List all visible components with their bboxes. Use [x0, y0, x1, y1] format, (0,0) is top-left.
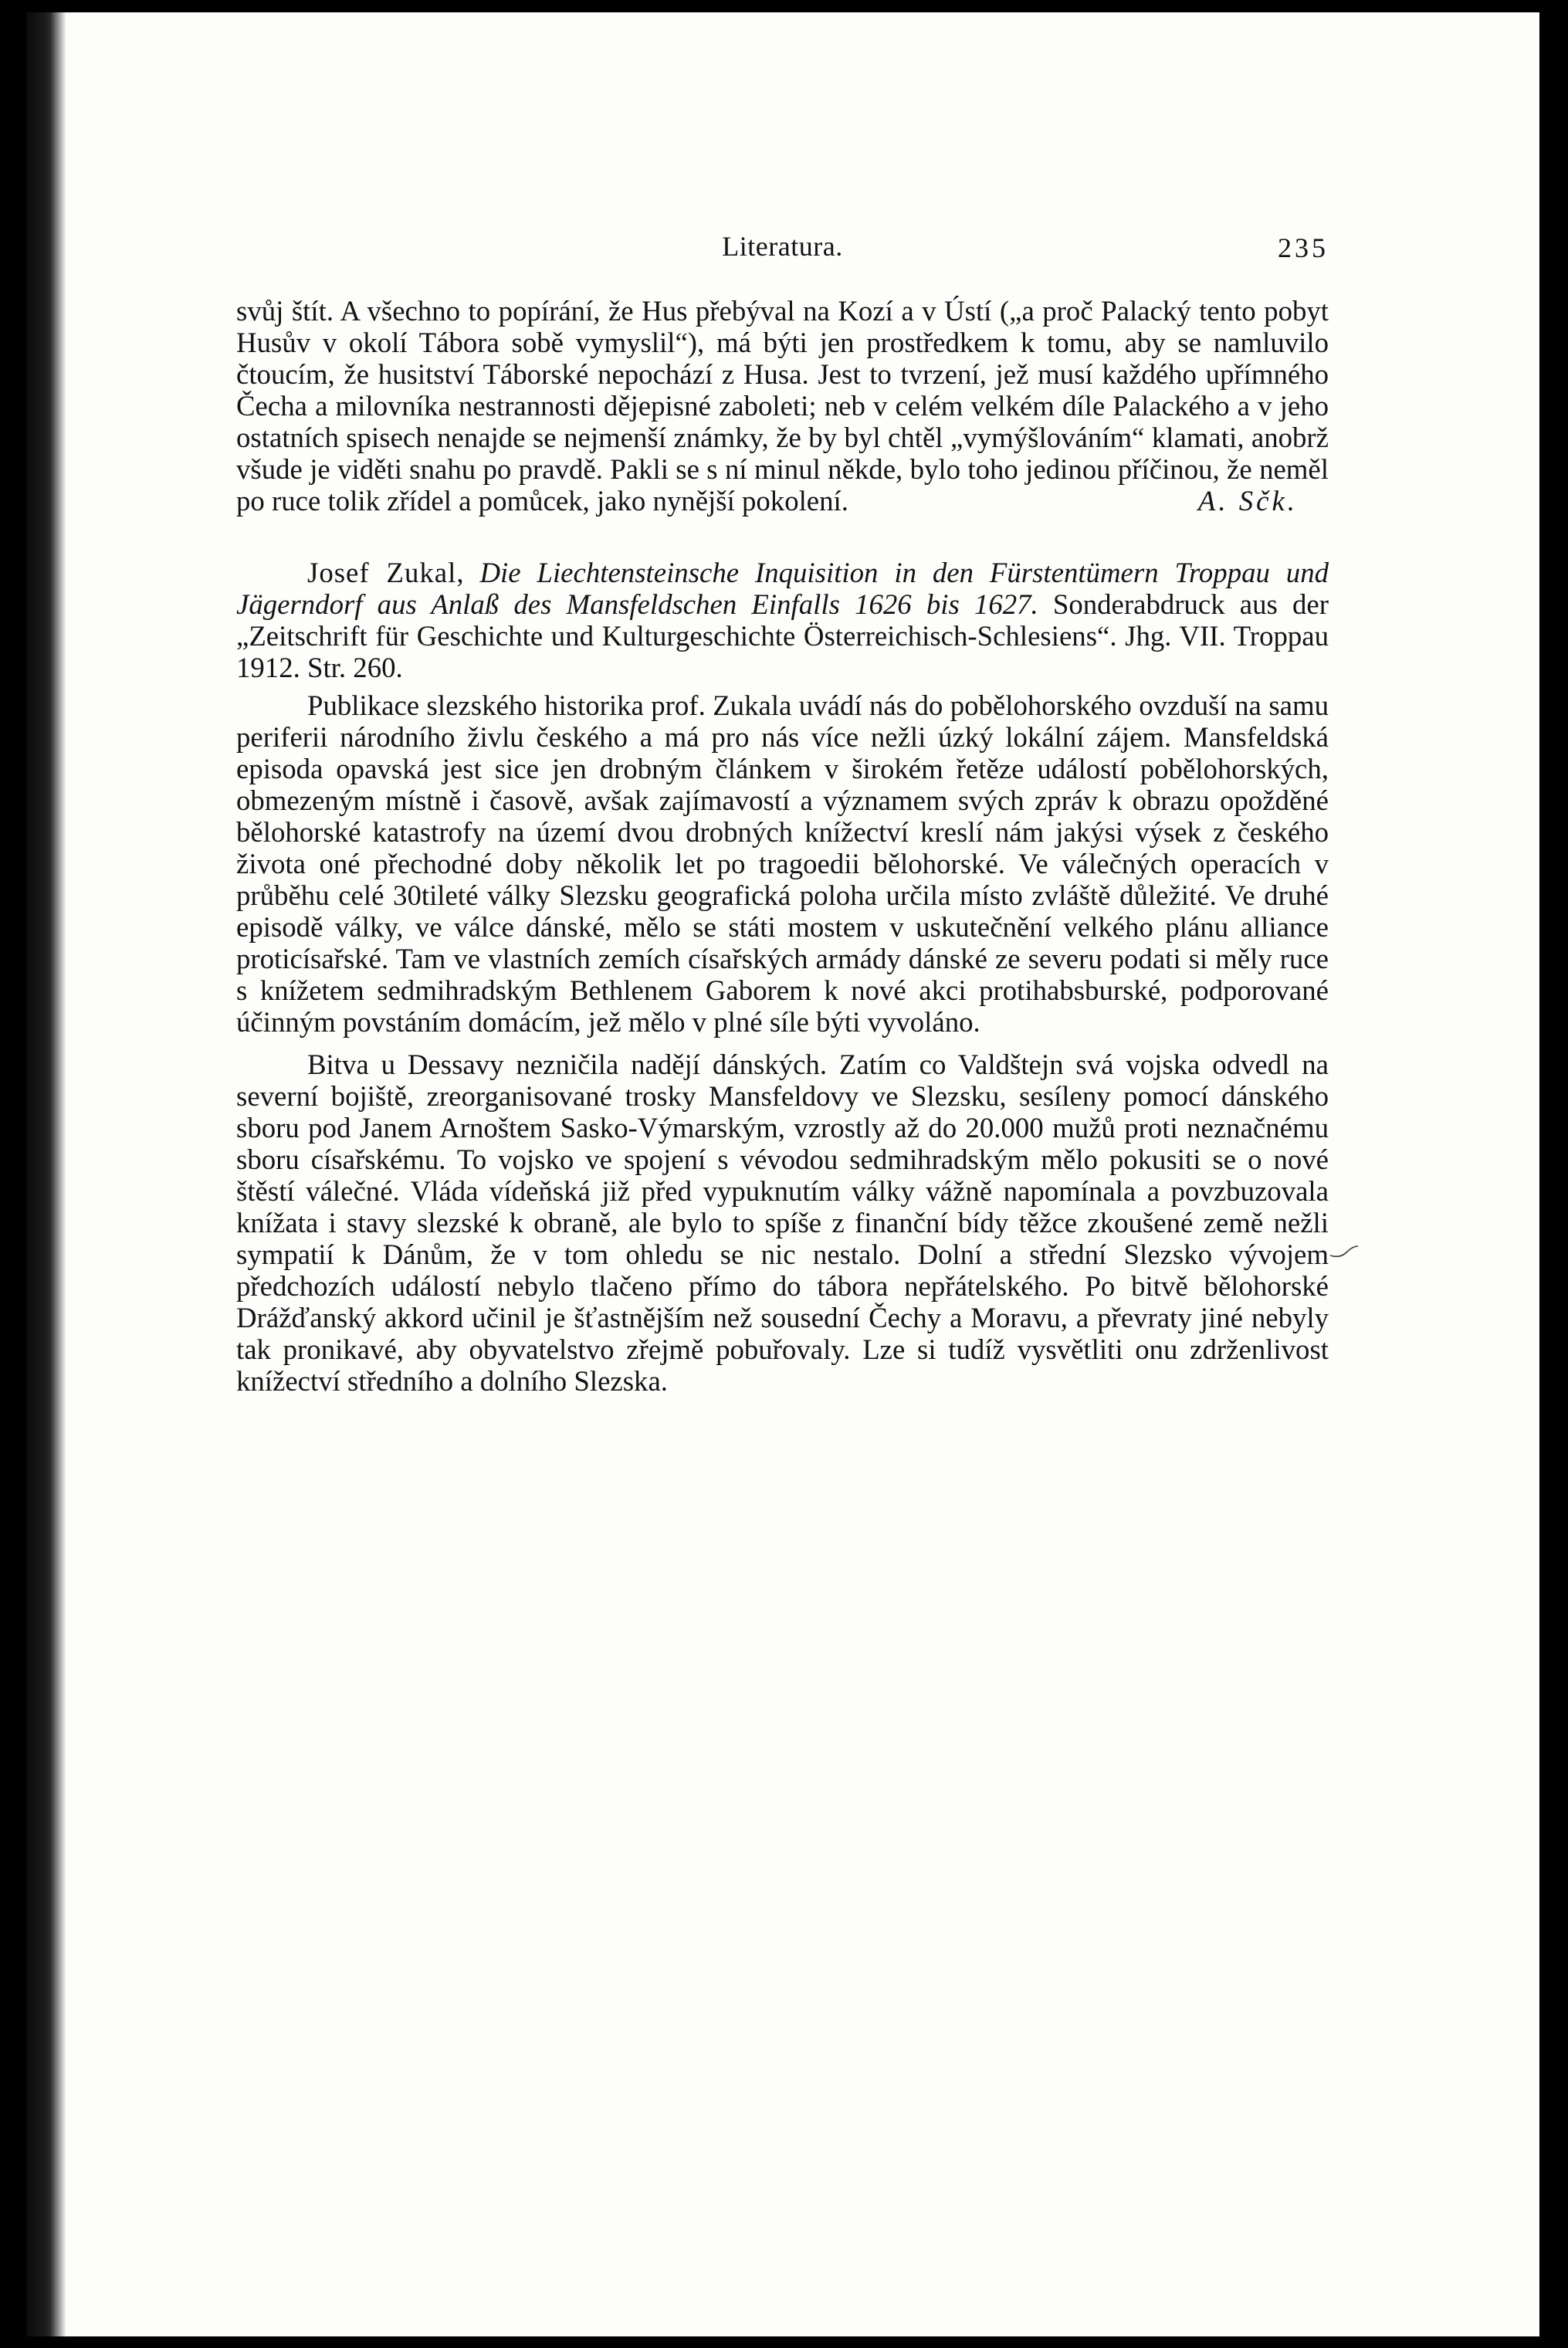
review-book-title: Die Liechtensteinsche Inquisition in den Fürstentümern Troppau und Jägerndorf aus Anlaß des Mansfeldschen Einfalls 1626 bis 1627.	[236, 557, 1329, 620]
page-number: 235	[1278, 232, 1329, 263]
review-heading: Josef Zukal, Die Liechtensteinsche Inquisition in den Fürstentümern Troppau und Jägerndorf aus Anlaß des Mansfeldschen Einfalls 1626 bis 1627. Sonderabdruck aus der „Zeitschrift für Geschichte und Kulturgeschichte Österreichisch-Schlesiens“. Jhg. VII. Troppau 1912. Str. 260.	[236, 557, 1329, 683]
body-text	[236, 295, 1329, 1397]
running-head	[236, 230, 1329, 269]
pen-mark	[1329, 1245, 1359, 1260]
page-scan	[26, 12, 1539, 2336]
review-paragraph: Publikace slezského historika prof. Zukala uvádí nás do pobělohorského ovzduší na samu periferii národního živlu českého a má pro nás více nežli úzký lokální zájem. Mansfeldská episoda opavská jest sice jen drobným článkem v širokém řetěze událostí pobělohorských, obmezeným místně i časově, avšak zajímavostí a významem svých zpráv k obrazu opožděné bělohorské katastrofy na území dvou drobných knížectví kreslí nám jakýsi výsek z českého života oné přechodné doby několik let po tragoedii bělohorské. Ve válečných operacích v průběhu celé 30tileté války Slezsku geografická poloha určila místo zvláště důležité. Ve druhé episodě války, ve válce dánské, mělo se státi mostem v uskutečnění velkého plánu alliance proticísařské. Tam ve vlastních zemích císařských armády dánské ze severu podati si měly ruce s knížetem sedmihradským Bethlenem Gaborem k nové akci protihabsburské, podporované účinným povstáním domácím, jež mělo v plné síle býti vyvoláno.	[236, 689, 1329, 1038]
binding-shadow	[26, 12, 66, 2336]
continuation-paragraph: svůj štít. A všechno to popírání, že Hus přebýval na Kozí a v Ústí („a proč Palacký tento pobyt Husův v okolí Tábora sobě vymyslil“), má býti jen prostředkem k tomu, aby se namluvilo čtoucím, že husitství Táborské nepochází z Husa. Jest to tvrzení, jež musí každého upřímného Čecha a milovníka nestrannosti dějepisné zaboleti; neb v celém velkém díle Palackého a v jeho ostatních spisech nenajde se nejmenší známky, že by byl chtěl „vymýšlováním“ klamati, anobrž všude je viděti snahu po pravdě. Pakli se s ní minul někde, bylo toho jedinou příčinou, že neměl po ruce tolik zřídel a pomůcek, jako nynější pokolení.	[236, 295, 1329, 517]
review-paragraph: Bitva u Dessavy nezničila nadějí dánských. Zatím co Valdštejn svá vojska odvedl na severní bojiště, zreorganisované trosky Mansfeldovy ve Slezsku, sesíleny pomocí dánského sboru pod Janem Arnoštem Sasko-Výmarským, vzrostly až do 20.000 mužů proti neznačnému sboru císařskému. To vojsko ve spojení s vévodou sedmihradským mělo pokusiti se o nové štěstí válečné. Vláda vídeňská již před vypuknutím války vážně napomínala a povzbuzovala knížata i stavy slezské k obraně, ale bylo to spíše z finanční bídy těžce zkoušené země nežli sympatií k Dánům, že v tom ohledu se nic nestalo. Dolní a střední Slezsko vývojem předchozích událostí nebylo tlačeno přímo do tábora nepřátelského. Po bitvě bělohorské Drážďanský akkord učinil je šťastnějším než sousední Čechy a Moravu, a převraty jiné nebyly tak pronikavé, aby obyvatelstvo zřejmě pobuřovaly. Lze si tudíž vysvětliti onu zdrženlivost knížectví středního a dolního Slezska.	[236, 1049, 1329, 1397]
running-title: Literatura.	[722, 231, 843, 262]
review-details: Sonderabdruck aus der „Zeitschrift für Geschichte und Kulturgeschichte Österreichisch-Schlesiens“. Jhg. VII. Troppau 1912. Str. 260.	[236, 588, 1329, 683]
review-author: Josef Zukal	[307, 557, 457, 588]
reviewer-signature: A. Sčk.	[1197, 485, 1298, 517]
